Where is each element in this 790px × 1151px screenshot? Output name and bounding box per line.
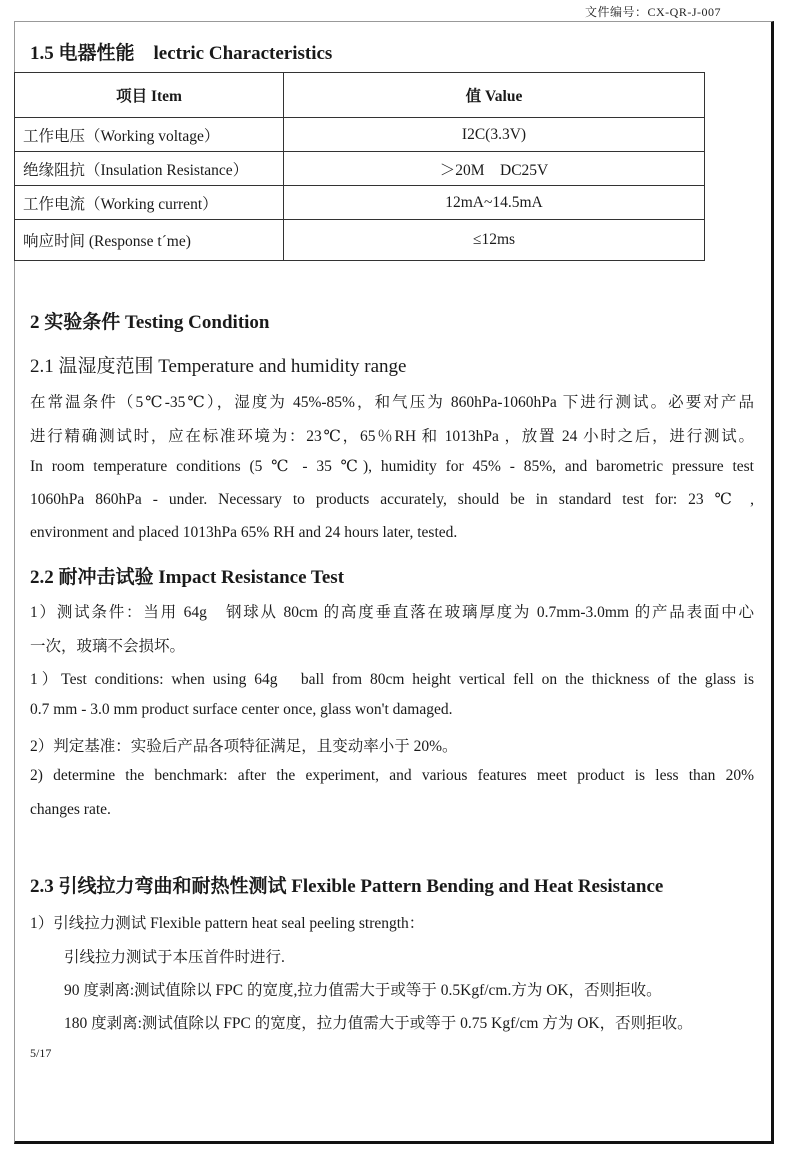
row-value: 12mA~14.5mA xyxy=(284,186,705,220)
row-value: ≤12ms xyxy=(284,220,705,261)
column-header-value: 值 Value xyxy=(284,73,705,118)
paragraph-line: 在常温条件（5℃-35℃），湿度为 45%-85%，和气压为 860hPa-1060hPa 下进行测试。必要对产品 xyxy=(30,394,754,411)
page-number: 5/17 xyxy=(30,1046,52,1060)
table-row xyxy=(15,118,705,152)
section-1-5-title: 1.5 电器性能 lectric Characteristics xyxy=(30,43,333,64)
row-item: 工作电流（Working current） xyxy=(15,186,284,220)
row-value: I2C(3.3V) xyxy=(284,118,705,152)
table-header-row xyxy=(15,73,705,118)
section-2-3-title: 2.3 引线拉力弯曲和耐热性测试 Flexible Pattern Bending and Heat Resistance xyxy=(30,876,664,897)
paragraph-line: In room temperature conditions (5 ℃ - 35 ℃), humidity for 45% - 85%, and barometric pressure test xyxy=(30,458,754,475)
paragraph-line: 2) determine the benchmark: after the experiment, and various features meet product is less than 20% xyxy=(30,767,754,784)
table-row xyxy=(15,186,705,220)
section-2-title: 2 实验条件 Testing Condition xyxy=(30,312,270,333)
paragraph-line: 一次，玻璃不会损坏。 xyxy=(30,638,186,655)
paragraph-line: 0.7 mm - 3.0 mm product surface center once, glass won't damaged. xyxy=(30,701,453,718)
section-2-2-title: 2.2 耐冲击试验 Impact Resistance Test xyxy=(30,567,345,588)
section-2-1-title: 2.1 温湿度范围 Temperature and humidity range xyxy=(30,356,407,377)
paragraph-line: 90 度剥离:测试值除以 FPC 的宽度,拉力值需大于或等于 0.5Kgf/cm.方为 OK，否则拒收。 xyxy=(64,982,662,999)
paragraph-line: 1）引线拉力测试 Flexible pattern heat seal peeling strength： xyxy=(30,915,425,932)
paragraph-line: changes rate. xyxy=(30,801,111,818)
column-header-item: 项目 Item xyxy=(15,73,284,118)
paragraph-line: 进行精确测试时，应在标准环境为：23℃，65％RH 和 1013hPa ，放置 24 小时之后，进行测试。 xyxy=(30,428,754,445)
row-value: ＞20M DC25V xyxy=(284,152,705,186)
table-row xyxy=(15,220,705,261)
paragraph-line: 180 度剥离:测试值除以 FPC 的宽度，拉力值需大于或等于 0.75 Kgf/cm 方为 OK，否则拒收。 xyxy=(64,1015,693,1032)
row-item: 响应时间 (Response t´me) xyxy=(15,220,284,261)
paragraph-line: 1）测试条件：当用 64g 钢球从 80cm 的高度垂直落在玻璃厚度为 0.7mm-3.0mm 的产品表面中心 xyxy=(30,604,754,621)
document-code: 文件编号：CX-QR-J-007 xyxy=(585,5,721,19)
paragraph-line: 1）Test conditions: when using 64g ball from 80cm height vertical fell on the thickness of the glass is xyxy=(30,671,754,688)
paragraph-line: 1060hPa 860hPa - under. Necessary to products accurately, should be in standard test for: 23 ℃ , xyxy=(30,491,754,508)
electrical-characteristics-table xyxy=(14,72,705,261)
paragraph-line: 2）判定基准：实验后产品各项特征满足，且变动率小于 20%。 xyxy=(30,738,458,755)
row-item: 绝缘阻抗（Insulation Resistance） xyxy=(15,152,284,186)
row-item: 工作电压（Working voltage） xyxy=(15,118,284,152)
paragraph-line: 引线拉力测试于本压首件时进行. xyxy=(64,949,285,966)
table-row xyxy=(15,152,705,186)
paragraph-line: environment and placed 1013hPa 65% RH and 24 hours later, tested. xyxy=(30,524,458,541)
